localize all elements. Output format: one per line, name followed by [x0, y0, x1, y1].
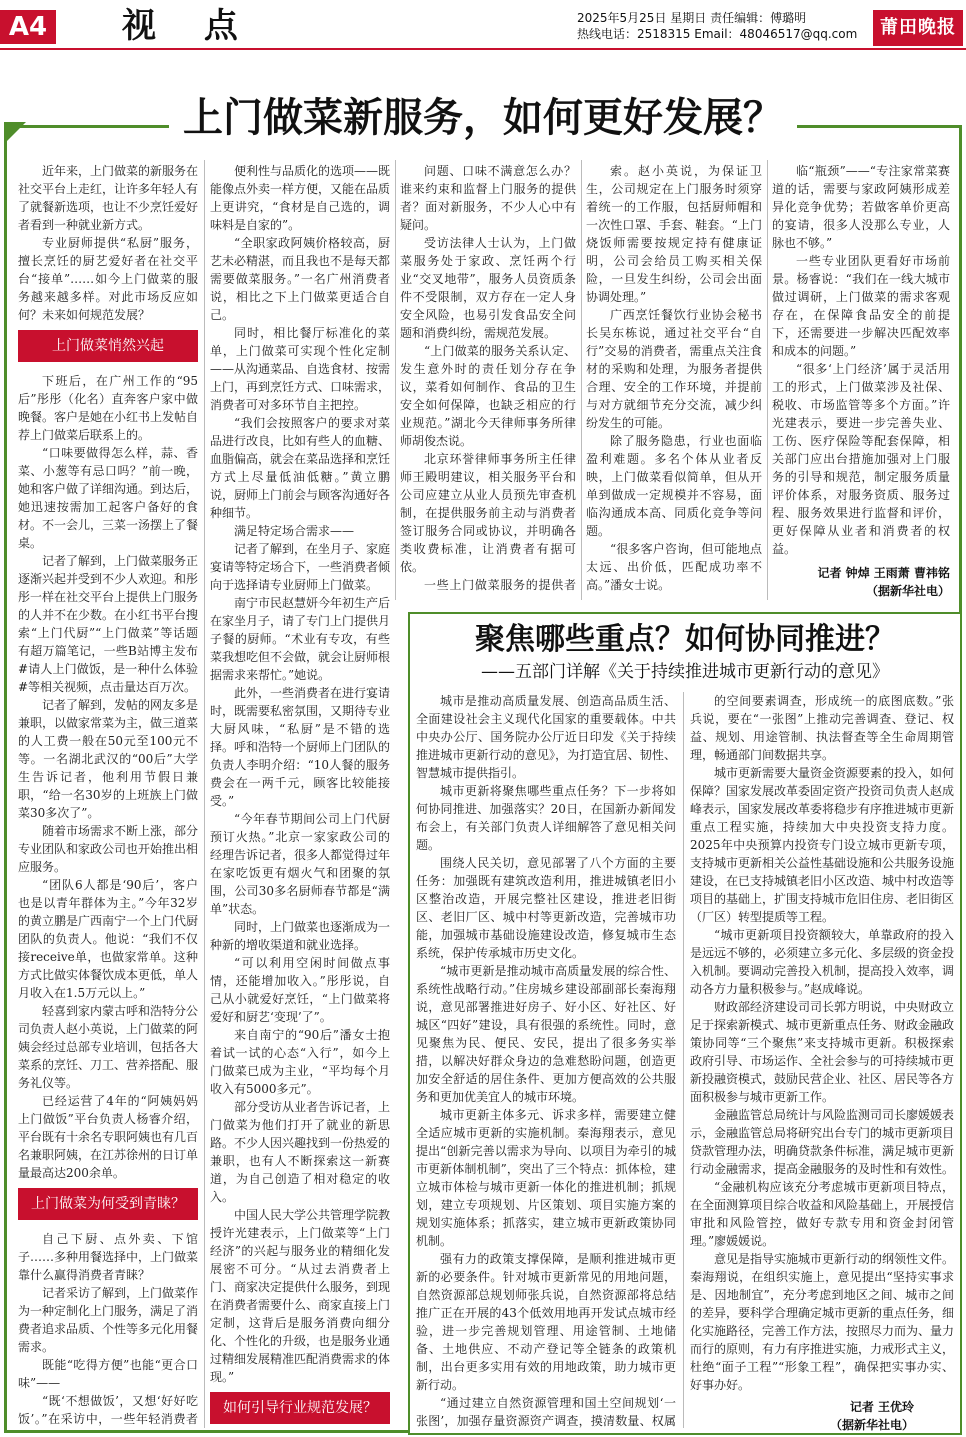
paragraph: “上门做菜的服务关系认定、发生意外时的责任划分存在争议，菜肴如何制作、食品的卫生安全如何保障，也缺乏相应的行业规范。”湖北今天律师事务所律师胡俊杰说。: [400, 344, 576, 448]
paragraph: 除了服务隐患，行业也面临盈利难题。多名个体从业者反映，上门做菜看似简单，但从开单到做成一定规模并不容易，面临沟通成本高、同质化竞争等问题。: [586, 434, 762, 538]
paragraph: 随着市场需求不断上涨，部分专业团队和家政公司也开始推出相应服务。: [18, 824, 198, 874]
paragraph: 南宁市民赵慧妍今年初生产后在家坐月子，请了专门上门提供月子餐的厨师。“术业有专攻，有些菜我想吃但不会做，就会让厨师根据需求来帮忙。”她说。: [210, 596, 390, 682]
article1-title: [0, 90, 966, 146]
paragraph: 便利性与品质化的选项——既能像点外卖一样方便，又能在品质上更讲究，“食材是自己选的，调味料是自家的”。: [210, 164, 390, 232]
article1-author: 记者 钟焯 王雨萧 曹祎铭: [817, 566, 950, 580]
paragraph: 满足特定场合需求——: [234, 524, 355, 538]
paragraph: “很多‘上门经济’属于灵活用工的形式，上门做菜涉及社保、税收、市场监管等多个方面。”许光建表示，要进一步完善失业、工伤、医疗保险等配套保障，相关部门应出台措施加强对上门服务的引导和规范，制定服务质量评价体系，对服务资质、服务过程、服务效果进行监督和评价，更好保障从业者和消费者的权益。: [772, 362, 950, 556]
article1-col1: [18, 162, 198, 1427]
paragraph: 北京环誉律师事务所主任律师王殿明建议，相关服务平台和公司应建立从业人员预先审查机制，在提供服务前主动与消费者签订服务合同或协议，并明确各类收费标准，让消费者有据可依。: [400, 452, 576, 574]
paragraph: “全职家政阿姨价格较高，厨艺未必精湛，而且我也不是每天都需要做菜服务。”一名广州消费者说，相比之下上门做菜更适合自己。: [210, 236, 390, 322]
paragraph: 金融监管总局统计与风险监测司司长廖媛媛表示，金融监管总局将研究出台专门的城市更新项目贷款管理办法，明确贷款条件标准，满足城市更新行动金融需求，提高金融服务的及时性和有效性。: [690, 1108, 954, 1176]
hotline-email: 热线电话：2518315 Email：48046517@qq.com: [577, 27, 858, 41]
paragraph: 轻喜到家内蒙古呼和浩特分公司负责人赵小英说，上门做菜的阿姨会经过总部专业培训，包括各大菜系的烹饪、刀工、营养搭配、服务礼仪等。: [18, 1004, 198, 1090]
paragraph: 此外，一些消费者在进行宴请时，既需要私密氛围，又期待专业大厨风味，“私厨”是不错的选择。呼和浩特一个厨师上门团队的负责人李明介绍：“10人餐的服务费会在一两千元，顾客比较能接受。”: [210, 686, 390, 808]
divider: [581, 160, 582, 600]
paragraph: 受访法律人士认为，上门做菜服务处于家政、烹饪两个行业“交叉地带”，服务人员资质条件不受限制，双方存在一定人身安全风险，也易引发食品安全问题和消费纠纷，需规范发展。: [400, 236, 576, 340]
paragraph: 同时，上门做菜也逐渐成为一种新的增收渠道和就业选择。: [210, 920, 390, 952]
paragraph: “可以利用空闲时间做点事情，还能增加收入。”彤彤说，自己从小就爱好烹饪，“上门做菜将爱好和厨艺‘变现’了”。: [210, 956, 390, 1024]
paragraph: 近年来，上门做菜的新服务在社交平台上走红，让许多年轻人有了就餐新选项，也让不少烹饪爱好者看到一种就业新方式。: [18, 164, 198, 232]
divider: [395, 160, 396, 600]
article2-colA: [416, 692, 676, 1432]
divider: [767, 160, 768, 600]
article2-colB: [690, 692, 954, 1432]
paragraph: “团队6人都是‘90后’，客户也是以青年群体为主。”今年32岁的黄立鹏是广西南宁一个上门代厨团队的负责人。他说：“我们不仅接receive单，也做家常单。这种方式比做实体餐饮成本更低，单人月收入在1.5万元以上。”: [18, 878, 198, 1000]
col1-tail: [18, 1230, 198, 1427]
paragraph: “通过建立自然资源管理和国土空间规划‘一张图’，加强存量资源资产调查，摸清数量、权属: [416, 1396, 676, 1428]
paragraph: 专业厨师提供“私厨”服务，擅长烹饪的厨艺爱好者在社交平台“接单”……如今上门做菜的服务越来越多样。对此市场反应如何？未来如何规范发展？: [18, 236, 198, 322]
paragraph: 一些专业团队更看好市场前景。杨睿说：“我们在一线大城市做过调研，上门做菜的需求客观存在，在保障食品安全的前提下，还需要进一步解决匹配效率和成本的问题。”: [772, 254, 950, 358]
paragraph: 城市更新需要大量资金资源要素的投入，如何保障？国家发展改革委固定资产投资司负责人赵成峰表示，国家发展改革委将稳步有序推进城市更新重点工程实施，持续加大中央投资支持力度。2025年中央预算内投资专门设立城市更新专项，支持城市更新相关公益性基础设施和公共服务设施建设，在已支持城镇老旧小区改造、城中村改造等项目的基础上，扩围支持城市危旧住房、老旧街区（厂区）转型提质等工程。: [690, 766, 954, 924]
paragraph: 强有力的政策支撑保障，是顺利推进城市更新的必要条件。针对城市更新常见的用地问题，自然资源部总规划师张兵说，自然资源部将总结推广正在开展的43个低效用地再开发试点城市经验，进一步完善规划管理、用途管制、土地储备、土地供应、不动产登记等全链条的政策机制，出台更多实用有效的用地政策，助力城市更新行动。: [416, 1252, 676, 1392]
date-editor-line: 2025年5月25日 星期日 责任编辑：傅璐明: [577, 11, 807, 25]
paragraph: 问题、口味不满意怎么办？谁来约束和监督上门服务的提供者？面对新服务，不少人心中有疑问。: [400, 164, 576, 232]
paragraph: 已经运营了4年的“阿姨妈妈上门做饭”平台负责人杨睿介绍，平台既有十余名专职阿姨也有几百名兼职阿姨，在江苏徐州的日订单量最高达200余单。: [18, 1094, 198, 1180]
paragraph: 索。赵小英说，为保证卫生，公司规定在上门服务时须穿着统一的工作服，包括厨师帽和一次性口罩、手套、鞋套。“上门烧饭师需要按规定持有健康证明，公司会给员工购买相关保险，一旦发生纠纷，公司会出面协调处理。”: [586, 164, 762, 304]
paragraph: “我们会按照客户的要求对菜品进行改良，比如有些人的血糖、血脂偏高，就会在菜品选择和烹饪方式上尽量低油低糖。”黄立鹏说，厨师上门前会与顾客沟通好各种细节。: [210, 416, 390, 520]
paragraph: 记者了解到，上门做菜服务正逐渐兴起并受到不少人欢迎。和彤彤一样在社交平台上提供上门服务的人并不在少数。在小红书平台搜索“上门代厨”“上门做菜”等话题有超万篇笔记，一些B站博主发布#请人上门做饭，是一种什么体验#等相关视频，点击量达百万次。: [18, 554, 198, 694]
paragraph: “今年春节期间公司上门代厨预订火热。”北京一家家政公司的经理告诉记者，很多人都觉得过年在家吃饭更有烟火气和团聚的氛围，公司30多名厨师春节都是“满单”状态。: [210, 812, 390, 916]
article2-subtitle: ——五部门详解《关于持续推进城市更新行动的意见》: [481, 662, 889, 682]
paragraph: “城市更新项目投资额较大，单靠政府的投入是远远不够的，必须建立多元化、多层级的资金投入机制。要调动完善投入机制，提高投入效率，调动各方力量积极参与。”赵成峰说。: [690, 928, 954, 996]
article1-col3: [400, 162, 576, 594]
header-rule: [0, 48, 966, 50]
paragraph: “金融机构应该充分考虑城市更新项目特点，在全面测算项目综合收益和风险基础上，开展授信审批和风险管控，做好专款专用和资金封闭管理。”廖媛媛说。: [690, 1180, 954, 1248]
col1-intro: [18, 162, 198, 324]
article1-col5: [772, 162, 950, 602]
paragraph: 意见是指导实施城市更新行动的纲领性文件。秦海翔说，在组织实施上，意见提出“坚持实事求是、因地制宜”，充分考虑到地区之间、城市之间的差异，要科学合理确定城市更新的重点任务，细化实施路径，完善工作方法，按照尽力而为、量力而行的原则，有力有序推进实施，力戒形式主义，杜绝“面子工程”“形象工程”，确保把实事办实、好事办好。: [690, 1252, 954, 1392]
paragraph: 自己下厨、点外卖、下馆子……多种用餐选择中，上门做菜靠什么赢得消费者青睐？: [18, 1232, 198, 1282]
page-number: A4: [0, 10, 56, 44]
col1-body: [18, 372, 198, 1182]
article1-source: （据新华社电）: [865, 584, 950, 598]
article2-author: 记者 王优玲: [849, 1400, 914, 1414]
col5-body: [772, 162, 950, 558]
paragraph: 记者了解到，发帖的网友多是兼职，以做家常菜为主，做三道菜的人工费一般在50元至100元不等。一名湖北武汉的“00后”大学生告诉记者，他利用节假日兼职，“给一名30岁的上班族上门做菜30多次了”。: [18, 698, 198, 820]
paragraph: 同时，相比餐厅标准化的菜单，上门做菜可实现个性化定制——从沟通菜品、自选食材、按需上门，再到烹饪方式、口味需求，消费者可对多环节自主把控。: [210, 326, 390, 412]
newspaper-logo: 莆田晚报: [873, 10, 963, 46]
paragraph: 的空间要素调查，形成统一的底图底数。”张兵说，要在“一张图”上推动完善调查、登记、权益、规划、用途管制、执法督查等全生命周期管理，畅通部门间数据共享。: [690, 694, 954, 762]
paragraph: 城市是推动高质量发展、创造高品质生活、全面建设社会主义现代化国家的重要载体。中共中央办公厅、国务院办公厅近日印发《关于持续推进城市更新行动的意见》，为打造宜居、韧性、智慧城市提供指引。: [416, 694, 676, 780]
paragraph: “很多客户咨询，但可能地点太远、出价低，匹配成功率不高。”潘女士说。: [586, 542, 762, 592]
paragraph: 记者采访了解到，上门做菜作为一种定制化上门服务，满足了消费者追求品质、个性等多元化用餐需求。: [18, 1286, 198, 1354]
paragraph: 城市更新主体多元、诉求多样，需要建立健全适应城市更新的实施机制。秦海翔表示，意见提出“创新完善以需求为导向、以项目为牵引的城市更新体制机制”，突出了三个特点：抓体检，建立城市体检与城市更新一体化的推进机制；抓规划，建立专项规划、片区策划、项目实施方案的规划实施体系；抓落实，建立城市更新政策协同机制。: [416, 1108, 676, 1248]
paragraph: 记者了解到，在坐月子、家庭宴请等特定场合下，一些消费者倾向于选择请专业厨师上门做菜。: [210, 542, 390, 592]
paragraph: 围绕人民关切，意见部署了八个方面的主要任务：加强既有建筑改造利用，推进城镇老旧小区整治改造，开展完整社区建设，推进老旧街区、老旧厂区、城中村等更新改造，完善城市功能，加强城市基础设施建设改造，修复城市生态系统，保护传承城市历史文化。: [416, 856, 676, 960]
paragraph: 既能“吃得方便”也能“更合口味”——: [18, 1358, 198, 1390]
paragraph: “既‘不想做饭’，又想‘好好吃饭’。”在采访中，一些年轻消费者: [18, 1394, 198, 1426]
paragraph: “口味要做得怎么样，蒜、香菜、小葱等有忌口吗？”前一晚，她和客户做了详细沟通。到达后，她迅速按需加工起客户备好的食材。不一会儿，三菜一汤摆上了餐桌。: [18, 446, 198, 550]
paragraph: 财政部经济建设司司长郭方明说，中央财政立足于探索新模式、城市更新重点任务、财政金融政策协同等“三个聚焦”来支持城市更新。积极探索政府引导、市场运作、全社会参与的可持续城市更新投融资模式，鼓励民营企业、社区、居民等各方面积极参与城市更新工作。: [690, 1000, 954, 1104]
section-title: 视 点: [122, 6, 256, 46]
subhead-3: 如何引导行业规范发展？: [210, 1392, 390, 1424]
paragraph: 广西烹饪餐饮行业协会秘书长吴东栋说，通过社交平台“自行”交易的消费者，需重点关注食材的采购和处理，为服务者提供合理、安全的工作环境，并提前与对方就细节充分交流，减少纠纷发生的可能。: [586, 308, 762, 430]
header-info: [577, 10, 857, 42]
subhead-1: 上门做菜悄然兴起: [18, 330, 198, 362]
paragraph: 一些上门做菜服务的提供者: [424, 578, 576, 592]
article1-col2: [210, 162, 390, 1427]
article1-col4: [586, 162, 762, 594]
article2-source: （据新华社电）: [829, 1418, 914, 1432]
paragraph: “城市更新是推动城市高质量发展的综合性、系统性战略行动。”住房城乡建设部副部长秦海翔说，意见部署推进好房子、好小区、好社区、好城区“四好”建设，具有很强的系统性。同时，意见聚焦为民、便民、安民，提出了很多务实举措，以解决好群众身边的急难愁盼问题，创造更加安全舒适的居住条件、更加方便高效的公共服务和更加优美宜人的城市环境。: [416, 964, 676, 1104]
col2-a: [210, 162, 390, 1386]
divider: [683, 692, 684, 1428]
subhead-2: 上门做菜为何受到青睐？: [18, 1188, 198, 1220]
paragraph: 临“瓶颈”——“专注家常菜赛道的话，需要与家政阿姨形成差异化竞争优势；若做客单价更高的宴请，很多人没那么专业，人脉也不够。”: [772, 164, 950, 250]
paragraph: 下班后，在广州工作的“95后”彤彤（化名）直奔客户家中做晚餐。客户是她在小红书上发帖自荐上门做菜后联系上的。: [18, 374, 198, 442]
paragraph: 部分受访从业者告诉记者，上门做菜为他们打开了就业的新思路。不少人因兴趣找到一份热爱的兼职，也有人不断探索这一新赛道，为自己创造了相对稳定的收入。: [210, 1100, 390, 1204]
divider: [204, 160, 205, 1428]
article2-title: 聚焦哪些重点？如何协同推进？: [475, 622, 895, 657]
article1-title-text: 上门做菜新服务，如何更好发展？: [169, 95, 797, 141]
colB-body: [690, 692, 954, 1394]
paragraph: 城市更新将聚焦哪些重点任务？下一步将如何协同推进、加强落实？20日，在国新办新闻发布会上，有关部门负责人详细解答了意见相关问题。: [416, 784, 676, 852]
paragraph: 来自南宁的“90后”潘女士抱着试一试的心态“入行”，如今上门做菜已成为主业，“平均每个月收入有5000多元”。: [210, 1028, 390, 1096]
paragraph: 中国人民大学公共管理学院教授许光建表示，上门做菜等“上门经济”的兴起与服务业的精细化发展密不可分。“从过去消费者上门、商家决定提供什么服务，到现在消费者需要什么、商家直接上门定制，这背后是服务消费向细分化、个性化的升级，也是服务业通过精细发展精准匹配消费需求的体现。”: [210, 1208, 390, 1384]
